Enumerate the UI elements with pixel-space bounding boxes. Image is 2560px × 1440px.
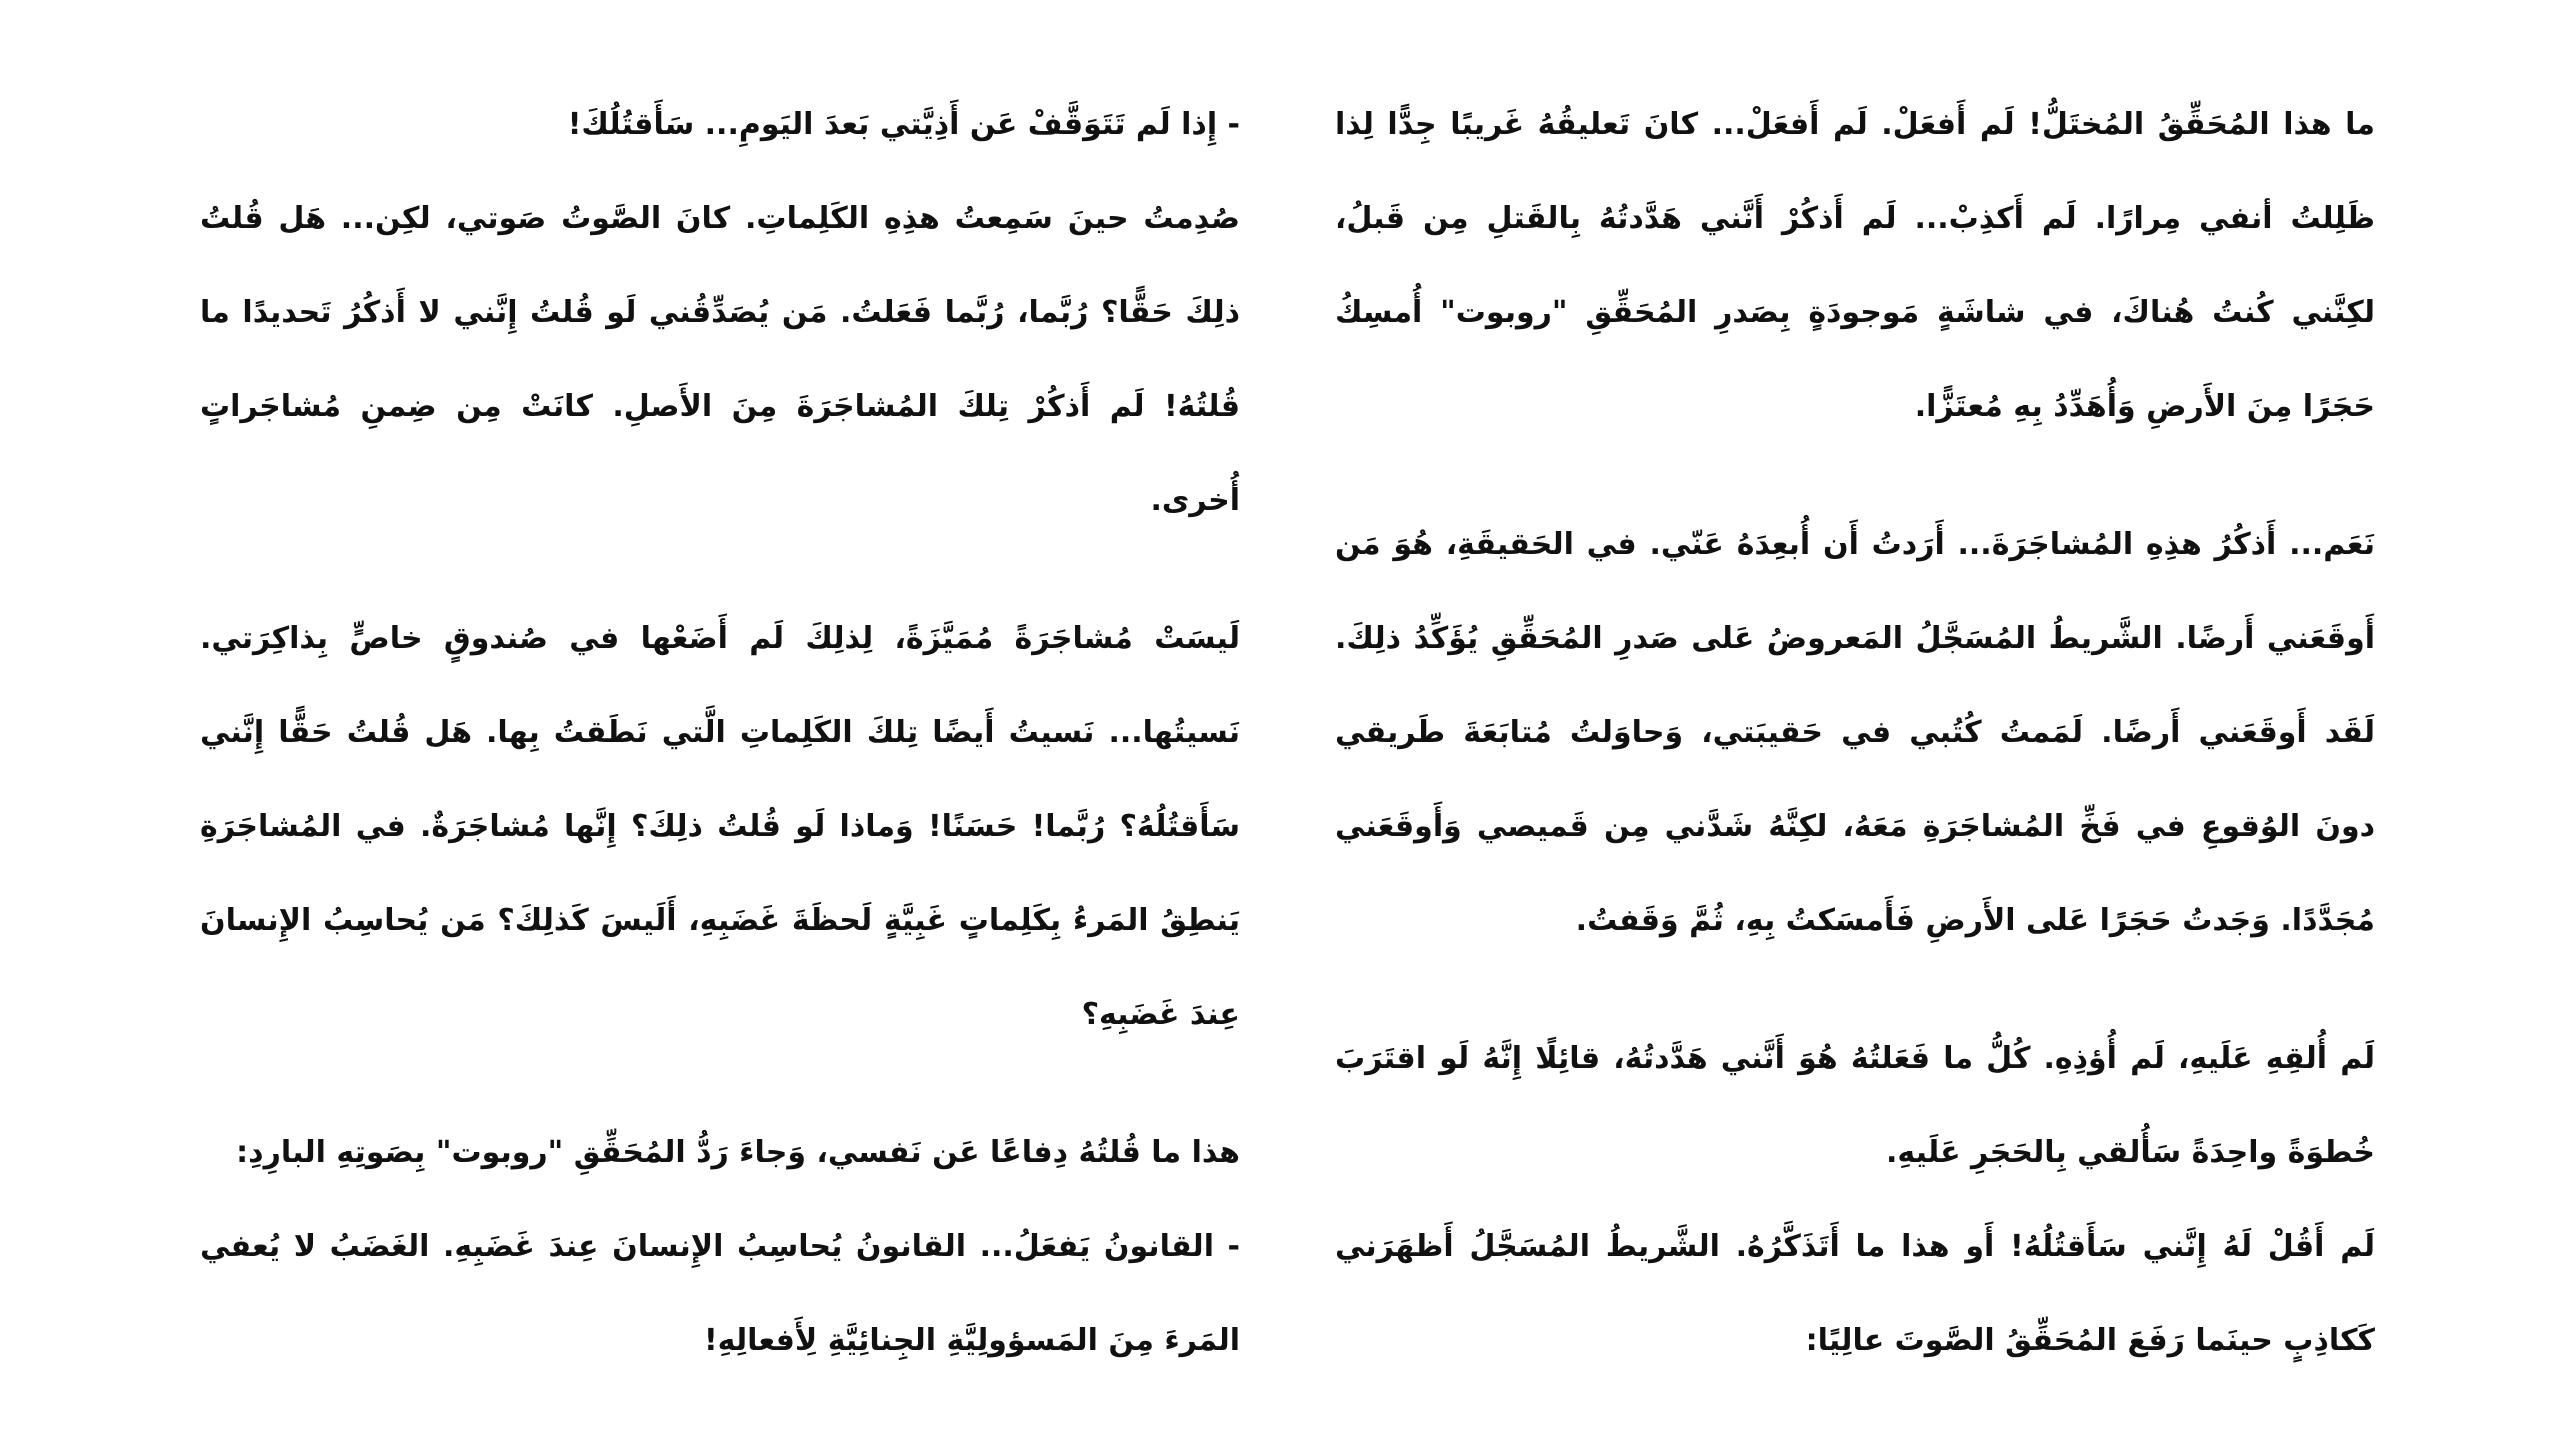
paragraph: هذا ما قُلتُهُ دِفاعًا عَن نَفسي، وَجاءَ رَدُّ المُحَقِّقِ "روبوت" بِصَوتِهِ البارِدِ: [236,1135,1240,1170]
paragraph: نَعَم... أَذكُرُ هذِهِ المُشاجَرَةَ... أَرَدتُ أَن أُبعِدَهُ عَنّي. في الحَقيقَةِ، هُوَ مَن أَوقَعَني أَرضًا. الشَّريطُ المُسَجَّلُ المَعروضُ عَلى صَدرِ المُحَقِّقِ يُؤَكِّدُ ذلِكَ. لَقَد أَوقَعَني أَرضًا. لَمَمتُ كُتُبي في حَقيبَتي، وَحاوَلتُ مُتابَعَةَ طَريقي دونَ الوُقوعِ في فَخِّ المُشاجَرَةِ مَعَهُ، لكِنَّهُ شَدَّني مِن قَميصي وَأَوقَعَني مُجَدَّدًا. وَجَدتُ حَجَرًا عَلى الأَرضِ فَأَمسَكتُ بِهِ، ثُمَّ وَقَفتُ. [1335,527,2375,938]
dialogue-line: - إِذا لَم تَتَوَقَّفْ عَن أَذِيَّتي بَعدَ اليَومِ... سَأَقتُلُكَ! [567,107,1240,142]
paragraph: لَيسَتْ مُشاجَرَةً مُمَيَّزَةً، لِذلِكَ لَم أَضَعْها في صُندوقٍ خاصٍّ بِذاكِرَتي. نَسيتُها... نَسيتُ أَيضًا تِلكَ الكَلِماتِ الَّتي نَطَقتُ بِها. هَل قُلتُ حَقًّا إِنَّني سَأَقتُلُهُ؟ رُبَّما! حَسَنًا! وَماذا لَو قُلتُ ذلِكَ؟ إِنَّها مُشاجَرَةٌ. في المُشاجَرَةِ يَنطِقُ المَرءُ بِكَلِماتٍ غَبِيَّةٍ لَحظَةَ غَضَبِهِ، أَلَيسَ كَذلِكَ؟ مَن يُحاسِبُ الإِنسانَ عِندَ غَضَبِهِ؟ [200,621,1240,1032]
left-page-column [200,78,1240,1388]
paragraph: لَم أَقُلْ لَهُ إِنَّني سَأَقتُلُهُ! أَو هذا ما أَتَذَكَّرُهُ. الشَّريطُ المُسَجَّلُ أَظهَرَني كَكاذِبٍ حينَما رَفَعَ المُحَقِّقُ الصَّوتَ عالِيًا: [1335,1229,2375,1358]
paragraph: ما هذا المُحَقِّقُ المُختَلُّ! لَم أَفعَلْ. لَم أَفعَلْ... كانَ تَعليقُهُ غَريبًا جِدًّا لِذا ظَلِلتُ أنفي مِرارًا. لَم أَكذِبْ... لَم أَذكُرْ أَنَّني هَدَّدتُهُ بِالقَتلِ مِن قَبلُ، لكِنَّني كُنتُ هُناكَ، في شاشَةٍ مَوجودَةٍ بِصَدرِ المُحَقِّقِ "روبوت" أُمسِكُ حَجَرًا مِنَ الأَرضِ وَأُهَدِّدُ بِهِ مُعتَزًّا. [1335,107,2375,424]
paragraph: لَم أُلقِهِ عَلَيهِ، لَم أُؤذِهِ. كُلُّ ما فَعَلتُهُ هُوَ أَنَّني هَدَّدتُهُ، قائِلًا إِنَّهُ لَو اقتَرَبَ خُطوَةً واحِدَةً سَأُلقي بِالحَجَرِ عَلَيهِ. [1335,1041,2375,1170]
dialogue-line: - القانونُ يَفعَلُ... القانونُ يُحاسِبُ الإِنسانَ عِندَ غَضَبِهِ. الغَضَبُ لا يُعفي المَرءَ مِنَ المَسؤولِيَّةِ الجِنائِيَّةِ لِأَفعالِهِ! [200,1229,1240,1358]
right-page-column [1335,78,2375,1388]
paragraph: صُدِمتُ حينَ سَمِعتُ هذِهِ الكَلِماتِ. كانَ الصَّوتُ صَوتي، لكِن... هَل قُلتُ ذلِكَ حَقًّا؟ رُبَّما، رُبَّما فَعَلتُ. مَن يُصَدِّقُني لَو قُلتُ إِنَّني لا أَذكُرُ تَحديدًا ما قُلتُهُ! لَم أَذكُرْ تِلكَ المُشاجَرَةَ مِنَ الأَصلِ. كانَتْ مِن ضِمنِ مُشاجَراتٍ أُخرى. [200,201,1240,518]
